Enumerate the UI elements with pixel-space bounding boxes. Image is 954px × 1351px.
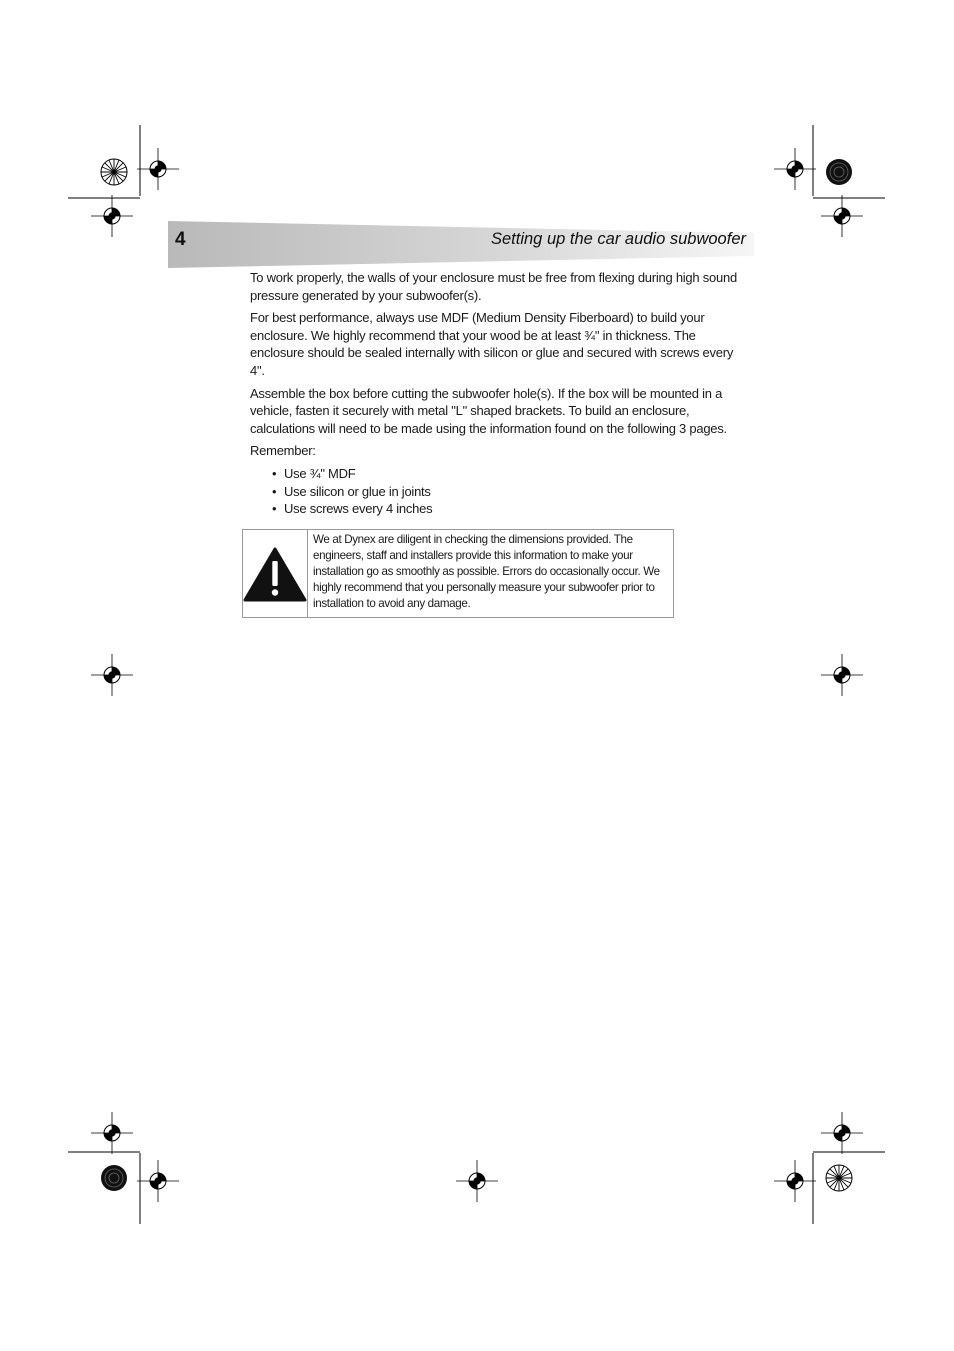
warning-triangle-icon (243, 546, 307, 602)
paragraph: Assemble the box before cutting the subwoofer hole(s). If the box will be mounted in a vehicle, fasten it securely with metal "L" shaped brackets. To build an enclosure, calculations will need to be made using the information found on the following 3 pages. (250, 385, 727, 436)
running-header-title: Setting up the car audio subwoofer (490, 230, 746, 248)
list-item-text: Use silicon or glue in joints (284, 483, 431, 499)
paragraph-remember: Remember: (250, 443, 316, 459)
paragraph: To work properly, the walls of your enclosure must be free from flexing during high sound pressure generated by your subwoofer(s). (250, 270, 737, 303)
warning-callout (242, 529, 674, 618)
warning-text: We at Dynex are diligent in checking the dimensions provided. The engineers, staff and installers provide this information to make your installation go as smoothly as possible. Errors do occasionally occur. We highly recommend that you personally measure your subwoofer prior to installation to avoid any damage. (313, 533, 660, 610)
paragraph: For best performance, always use MDF (Medium Density Fiberboard) to build your enclosure. We highly recommend that your wood be at least ¾" in thickness. The enclosure should be sealed internally with silicon or glue and secured with screws every 4". (250, 310, 734, 378)
list-item (270, 483, 750, 501)
bullet-glyph: • (272, 465, 277, 481)
warning-icon-cell (243, 530, 308, 617)
list-item-text: Use screws every 4 inches (284, 501, 433, 517)
main-content (250, 269, 750, 518)
reminder-list (250, 465, 750, 518)
list-item-text: Use ¾" MDF (284, 465, 356, 481)
list-item (270, 500, 750, 518)
bullet-glyph: • (272, 483, 277, 499)
bullet-glyph: • (272, 501, 277, 517)
page-number: 4 (175, 229, 186, 250)
list-item (270, 465, 750, 483)
